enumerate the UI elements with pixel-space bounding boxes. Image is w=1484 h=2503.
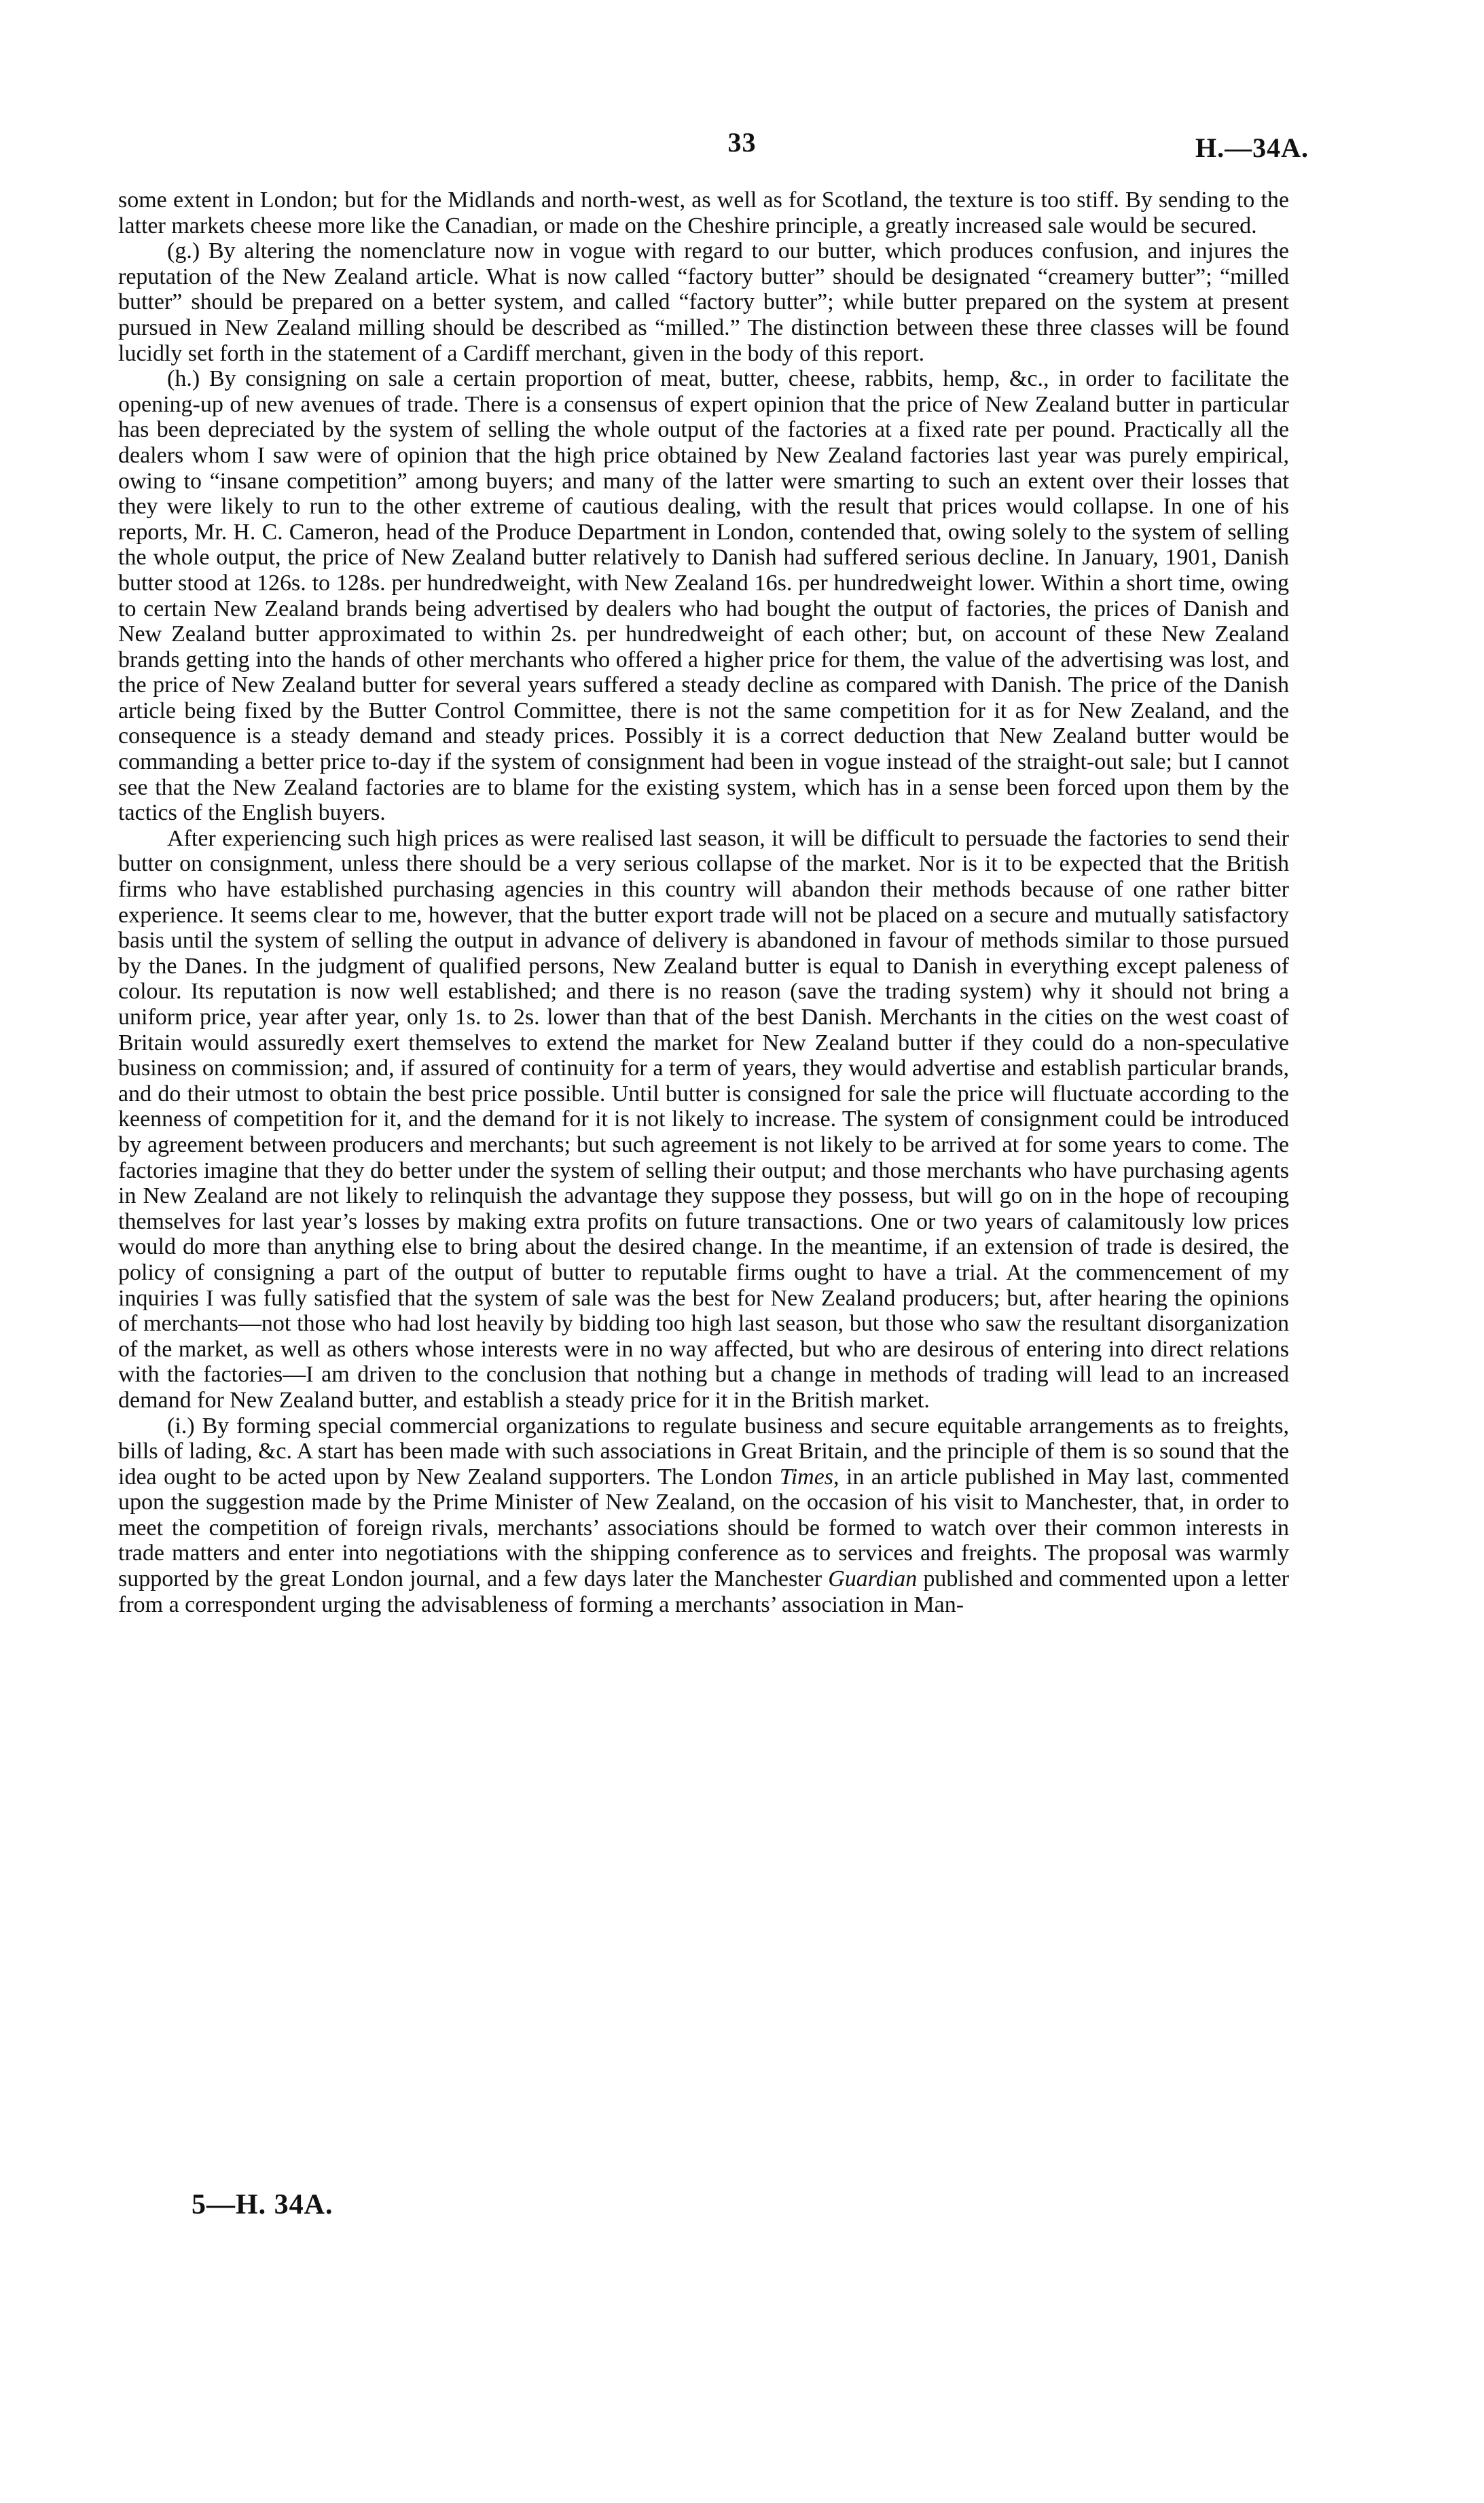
paragraph-continuation: some extent in London; but for the Midlands and north-west, as well as for Scotland, the texture is too stiff. By sending to the latter markets cheese more like the Canadian, or made on the Cheshire principle, a greatly increased sale would be secured. [118,187,1289,238]
paragraph-item-i [118,1413,1289,1618]
text-segment: (i.) By forming special commercial organizations to regulate business and secure equitable arrangements as to freights, bills of lading, &c. A start has been made with such associations in Great Britain, and the principle of them is so sound that the idea ought to be acted upon by New Zealand supporters. The London [118,1413,1289,1490]
document-reference: H.—34A. [1195,132,1309,163]
paragraph-consignment: After experiencing such high prices as were realised last season, it will be difficult to persuade the factories to send their butter on consignment, unless there should be a very serious collapse of the market. Nor is it to be expected that the British firms who have established purchasing agencies in this country will abandon their methods because of one rather bitter experience. It seems clear to me, however, that the butter export trade will not be placed on a secure and mutually satisfactory basis until the system of selling the output in advance of delivery is abandoned in favour of methods similar to those pursued by the Danes. In the judgment of qualified persons, New Zealand butter is equal to Danish in everything except paleness of colour. Its reputation is now well established; and there is no reason (save the trading system) why it should not bring a uniform price, year after year, only 1s. to 2s. lower than that of the best Danish. Merchants in the cities on the west coast of Britain would assuredly exert themselves to extend the market for New Zealand butter if they could do a non-speculative business on commission; and, if assured of continuity for a term of years, they would advertise and establish particular brands, and do their utmost to obtain the best price possible. Until butter is consigned for sale the price will fluctuate according to the keenness of competition for it, and the demand for it is not likely to increase. The system of consignment could be introduced by agreement between producers and merchants; but such agreement is not likely to be arrived at for some years to come. The factories imagine that they do better under the system of selling their output; and those merchants who have purchasing agents in New Zealand are not likely to relinquish the advantage they suppose they possess, but will go on in the hope of recouping themselves for last year’s losses by making extra profits on future transactions. One or two years of calamitously low prices would do more than anything else to bring about the desired change. In the meantime, if an extension of trade is desired, the policy of consigning a part of the output of butter to reputable firms ought to have a trial. At the commencement of my inquiries I was fully satisfied that the system of sale was the best for New Zealand producers; but, after hearing the opinions of merchants—not those who had lost heavily by bidding too high last season, but those who saw the resultant disorganization of the market, as well as others whose interests were in no way affected, but who are desirous of entering into direct relations with the factories—I am driven to the conclusion that nothing but a change in methods of trading will lead to an increased demand for New Zealand butter, and establish a steady price for it in the British market. [118,825,1289,1413]
newspaper-title-guardian: Guardian [828,1566,918,1592]
printer-signature: 5—H. 34A. [192,2189,333,2220]
text-segment: published and commented upon a letter from a correspondent urging the advisableness of forming a merchants’ association in Man- [118,1566,1290,1617]
body-text [118,187,1289,1617]
paragraph-item-h: (h.) By consigning on sale a certain proportion of meat, butter, cheese, rabbits, hemp, &c., in order to facilitate the opening-up of new avenues of trade. There is a consensus of expert opinion that the price of New Zealand butter in particular has been depreciated by the system of selling the whole output of the factories at a fixed rate per pound. Practically all the dealers whom I saw were of opinion that the high price obtained by New Zealand factories last year was purely empirical, owing to “insane competition” among buyers; and many of the latter were smarting to such an extent over their losses that they were likely to run to the other extreme of cautious dealing, with the result that prices would collapse. In one of his reports, Mr. H. C. Cameron, head of the Produce Department in London, contended that, owing solely to the system of selling the whole output, the price of New Zealand butter relatively to Danish had suffered serious decline. In January, 1901, Danish butter stood at 126s. to 128s. per hundredweight, with New Zealand 16s. per hundredweight lower. Within a short time, owing to certain New Zealand brands being advertised by dealers who had bought the output of factories, the prices of Danish and New Zealand butter approximated to within 2s. per hundredweight of each other; but, on account of these New Zealand brands getting into the hands of other merchants who offered a higher price for them, the value of the advertising was lost, and the price of New Zealand butter for several years suffered a steady decline as compared with Danish. The price of the Danish article being fixed by the Butter Control Committee, there is not the same competition for it as for New Zealand, and the consequence is a steady demand and steady prices. Possibly it is a correct deduction that New Zealand butter would be commanding a better price to-day if the system of consignment had been in vogue instead of the straight-out sale; but I cannot see that the New Zealand factories are to blame for the existing system, which has in a sense been forced upon them by the tactics of the English buyers. [118,366,1289,826]
text-segment: , in an article published in May last, commented upon the suggestion made by the Prime Minister of New Zealand, on the occasion of his visit to Manchester, that, in order to meet the competition of foreign rivals, merchants’ associations should be formed to watch over their common interests in trade matters and enter into negotiations with the shipping conference as to services and freights. The proposal was warmly supported by the great London journal, and a few days later the Manchester [118,1464,1289,1592]
paragraph-item-g: (g.) By altering the nomenclature now in vogue with regard to our butter, which produces confusion, and injures the reputation of the New Zealand article. What is now called “factory butter” should be designated “creamery butter”; “milled butter” should be prepared on a better system, and called “factory butter”; while butter prepared on the system at present pursued in New Zealand milling should be described as “milled.” The distinction between these three classes will be found lucidly set forth in the statement of a Cardiff merchant, given in the body of this report. [118,238,1289,366]
newspaper-title-times: Times [779,1464,834,1490]
page-number: 33 [727,127,757,158]
